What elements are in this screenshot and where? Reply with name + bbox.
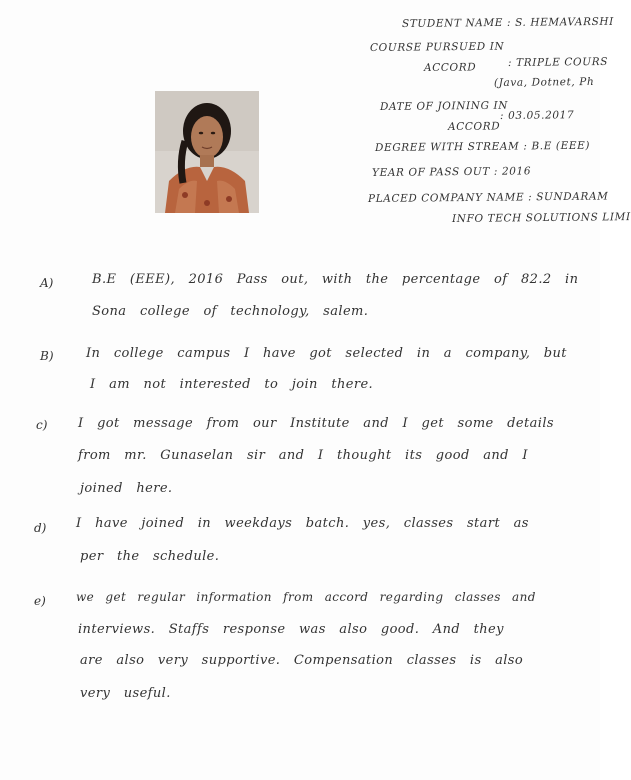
student-name-row [402, 16, 614, 30]
answer-marker-b: B) [40, 349, 54, 363]
company-row [368, 190, 609, 205]
doj-value-text: : 03.05.2017 [499, 109, 575, 122]
answer-c-line-2: from mr. Gunaselan sir and I thought its good and I [78, 448, 528, 463]
year-row [372, 165, 531, 179]
course-value-text-2: (Java, Dotnet, Ph [493, 75, 595, 89]
student-name-label: STUDENT NAME : [401, 16, 512, 30]
answer-marker-c: c) [36, 418, 48, 432]
year-value: : 2016 [493, 165, 532, 178]
course-label-text-1: COURSE PURSUED IN [369, 40, 505, 54]
degree-row [375, 140, 590, 154]
answer-b-line-2: I am not interested to join there. [90, 377, 374, 392]
student-name-value: S. HEMAVARSHI [515, 15, 614, 29]
course-label-text-2: ACCORD [423, 61, 477, 74]
doj-label-line1 [380, 100, 508, 113]
doj-label-text-1: DATE OF JOINING IN [379, 99, 509, 113]
answer-a-line-1: B.E (EEE), 2016 Pass out, with the percentage of 82.2 in [92, 272, 579, 287]
answer-marker-e: e) [34, 594, 46, 608]
course-label-line2 [424, 61, 476, 74]
answer-marker-d: d) [34, 521, 47, 535]
answer-e-line-3: are also very supportive. Compensation classes is also [80, 653, 524, 668]
answer-d-line-2: per the schedule. [80, 549, 220, 564]
answer-c-line-3: joined here. [80, 481, 173, 496]
company-row-2 [452, 211, 631, 225]
degree-label: DEGREE WITH STREAM : [374, 140, 528, 154]
course-value-line1 [508, 56, 608, 69]
company-value-2: INFO TECH SOLUTIONS LIMI [451, 211, 631, 225]
doj-label-line2 [448, 120, 500, 133]
answer-b-line-1: In college campus I have got selected in a company, but [86, 346, 567, 361]
answer-a-line-2: Sona college of technology, salem. [92, 304, 369, 319]
answer-c-line-1: I got message from our Institute and I get some details [78, 416, 554, 431]
student-photo [155, 91, 259, 213]
doj-label-text-2: ACCORD [447, 120, 501, 133]
course-label-line1 [370, 41, 504, 54]
answer-e-line-1: we get regular information from accord regarding classes and [76, 590, 536, 604]
answer-e-line-4: very useful. [80, 686, 171, 701]
answer-d-line-1: I have joined in weekdays batch. yes, classes start as [76, 516, 529, 531]
answer-e-line-2: interviews. Staffs response was also good. And they [78, 622, 504, 637]
degree-value: B.E (EEE) [531, 139, 591, 153]
student-portrait-icon [155, 91, 259, 213]
course-value-text-1: : TRIPLE COURS [507, 55, 609, 69]
course-value-line2 [494, 76, 594, 89]
doj-value [500, 109, 574, 122]
year-label: YEAR OF PASS OUT [371, 165, 490, 179]
company-value-1: SUNDARAM [536, 190, 609, 204]
answer-marker-a: A) [40, 276, 54, 290]
company-label: PLACED COMPANY NAME : [367, 191, 533, 205]
